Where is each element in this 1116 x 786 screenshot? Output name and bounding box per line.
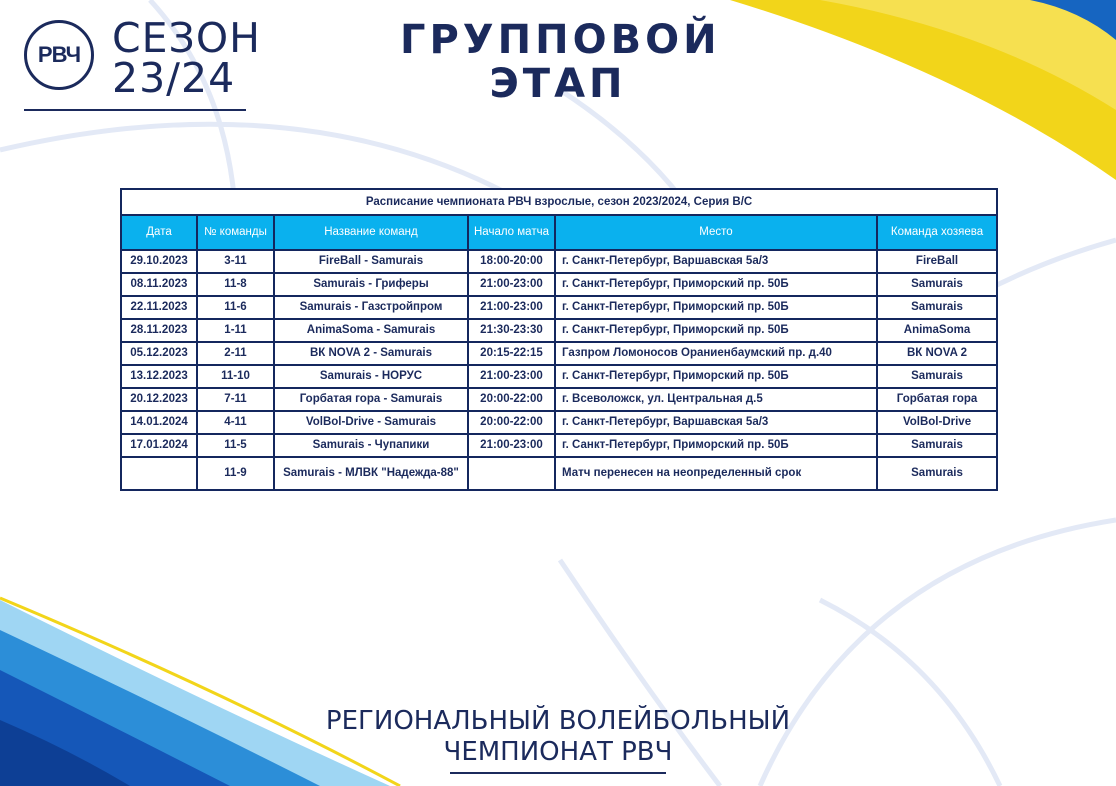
cell-host-team: FireBall [877, 250, 997, 273]
logo-text: РВЧ [37, 42, 81, 67]
header-team-names: Название команд [274, 215, 468, 250]
cell-host-team: Горбатая гора [877, 388, 997, 411]
header-date: Дата [121, 215, 197, 250]
cell-place: г. Санкт-Петербург, Варшавская 5а/3 [555, 411, 877, 434]
stage-title [400, 17, 721, 107]
cell-host-team: Samurais [877, 296, 997, 319]
cell-team-number: 11-5 [197, 434, 274, 457]
cell-date: 05.12.2023 [121, 342, 197, 365]
cell-place: г. Санкт-Петербург, Приморский пр. 50Б [555, 273, 877, 296]
cell-host-team: Samurais [877, 457, 997, 490]
footer-line-2: ЧЕМПИОНАТ РВЧ [443, 737, 673, 767]
cell-start-time: 20:15-22:15 [468, 342, 555, 365]
stage-title-line-2: ЭТАП [489, 61, 627, 107]
stage-title-line-1: ГРУППОВОЙ [400, 17, 721, 63]
header-host-team: Команда хозяева [877, 215, 997, 250]
cell-team-number: 11-8 [197, 273, 274, 296]
cell-date: 29.10.2023 [121, 250, 197, 273]
table-row [121, 411, 997, 434]
cell-place: Матч перенесен на неопределенный срок [555, 457, 877, 490]
table-row [121, 342, 997, 365]
footer-line-1: РЕГИОНАЛЬНЫЙ ВОЛЕЙБОЛЬНЫЙ [325, 706, 791, 736]
footer-title [320, 706, 796, 768]
cell-team-number: 2-11 [197, 342, 274, 365]
cell-team-names: AnimaSoma - Samurais [274, 319, 468, 342]
cell-team-number: 11-6 [197, 296, 274, 319]
season-line-1: СЕЗОН [112, 14, 261, 62]
cell-host-team: Samurais [877, 434, 997, 457]
season-line-2: 23/24 [112, 54, 236, 102]
cell-team-number: 1-11 [197, 319, 274, 342]
cell-date: 20.12.2023 [121, 388, 197, 411]
cell-team-number: 11-9 [197, 457, 274, 490]
cell-team-names: ВК NOVA 2 - Samurais [274, 342, 468, 365]
cell-date: 22.11.2023 [121, 296, 197, 319]
footer-underline [450, 772, 666, 774]
rvch-logo-icon [24, 20, 94, 90]
cell-team-number: 11-10 [197, 365, 274, 388]
cell-start-time: 21:00-23:00 [468, 434, 555, 457]
table-caption: Расписание чемпионата РВЧ взрослые, сезон 2023/2024, Серия B/C [121, 189, 997, 215]
table-row [121, 434, 997, 457]
cell-start-time: 20:00-22:00 [468, 388, 555, 411]
cell-host-team: AnimaSoma [877, 319, 997, 342]
cell-place: г. Санкт-Петербург, Приморский пр. 50Б [555, 434, 877, 457]
cell-place: г. Санкт-Петербург, Приморский пр. 50Б [555, 296, 877, 319]
cell-start-time: 20:00-22:00 [468, 411, 555, 434]
cell-team-names: Samurais - Чупапики [274, 434, 468, 457]
cell-start-time: 21:00-23:00 [468, 365, 555, 388]
cell-host-team: ВК NOVA 2 [877, 342, 997, 365]
table-row [121, 319, 997, 342]
cell-place: г. Санкт-Петербург, Приморский пр. 50Б [555, 319, 877, 342]
cell-date: 14.01.2024 [121, 411, 197, 434]
cell-team-names: FireBall - Samurais [274, 250, 468, 273]
cell-host-team: Samurais [877, 273, 997, 296]
cell-place: Газпром Ломоносов Ораниенбаумский пр. д.40 [555, 342, 877, 365]
cell-team-names: VolBol-Drive - Samurais [274, 411, 468, 434]
cell-place: г. Санкт-Петербург, Приморский пр. 50Б [555, 365, 877, 388]
table-row [121, 296, 997, 319]
cell-start-time: 21:30-23:30 [468, 319, 555, 342]
table-row [121, 250, 997, 273]
cell-team-names: Samurais - Газстройпром [274, 296, 468, 319]
cell-date: 13.12.2023 [121, 365, 197, 388]
table-header-row [121, 215, 997, 250]
cell-team-number: 7-11 [197, 388, 274, 411]
cell-place: г. Всеволожск, ул. Центральная д.5 [555, 388, 877, 411]
cell-team-names: Samurais - НОРУС [274, 365, 468, 388]
logo-underline [24, 109, 246, 111]
table-row [121, 457, 997, 490]
cell-start-time: 21:00-23:00 [468, 296, 555, 319]
table-row [121, 365, 997, 388]
cell-start-time [468, 457, 555, 490]
cell-host-team: Samurais [877, 365, 997, 388]
cell-start-time: 21:00-23:00 [468, 273, 555, 296]
brand-logo-block [24, 14, 261, 114]
header-place: Место [555, 215, 877, 250]
cell-date: 17.01.2024 [121, 434, 197, 457]
season-label [112, 14, 261, 102]
cell-team-names: Samurais - Гриферы [274, 273, 468, 296]
table-row [121, 273, 997, 296]
cell-team-number: 3-11 [197, 250, 274, 273]
cell-date: 28.11.2023 [121, 319, 197, 342]
cell-date [121, 457, 197, 490]
cell-start-time: 18:00-20:00 [468, 250, 555, 273]
cell-host-team: VolBol-Drive [877, 411, 997, 434]
cell-team-number: 4-11 [197, 411, 274, 434]
cell-team-names: Горбатая гора - Samurais [274, 388, 468, 411]
cell-date: 08.11.2023 [121, 273, 197, 296]
header-start-time: Начало матча [468, 215, 555, 250]
cell-team-names: Samurais - МЛВК "Надежда-88" [274, 457, 468, 490]
header-team-number: № команды [197, 215, 274, 250]
cell-place: г. Санкт-Петербург, Варшавская 5а/3 [555, 250, 877, 273]
table-row [121, 388, 997, 411]
schedule-table [120, 188, 998, 491]
